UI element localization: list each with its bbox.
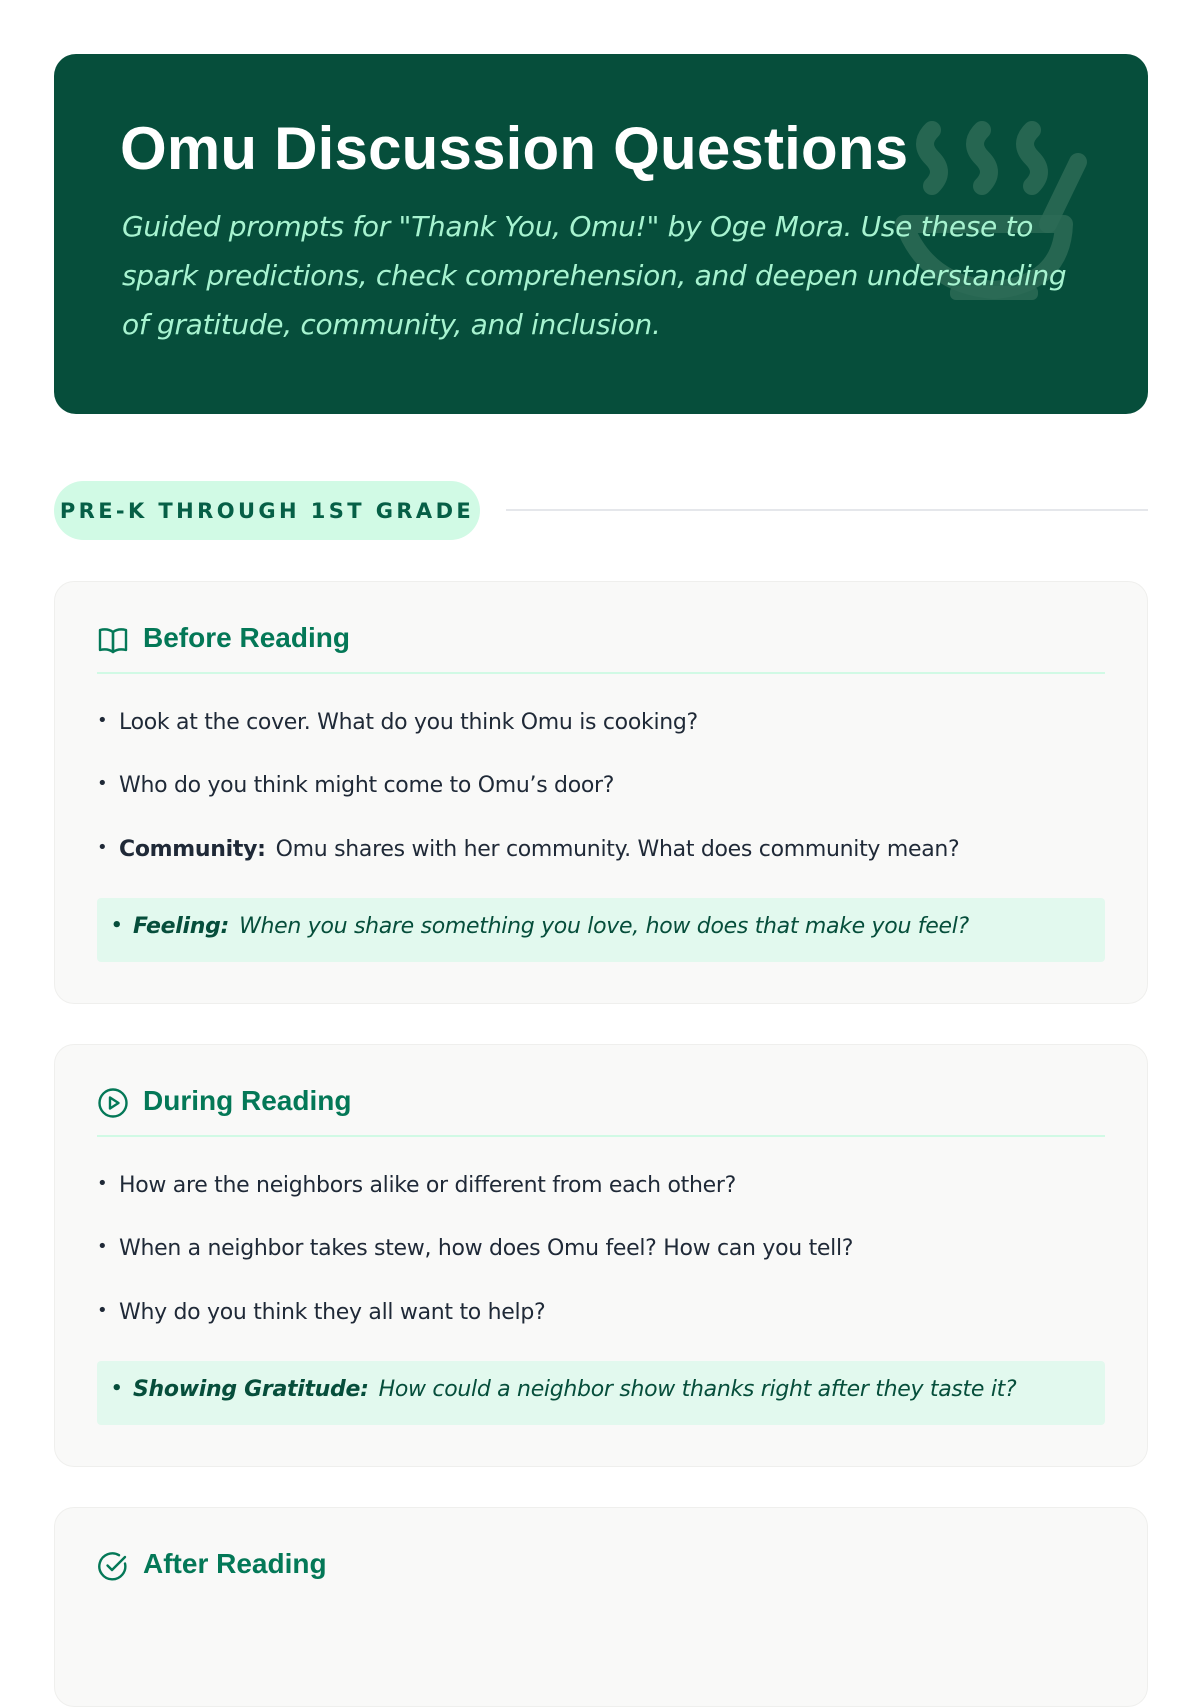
open-book-icon xyxy=(97,624,129,656)
bullet: • xyxy=(97,1236,108,1257)
section-before-reading xyxy=(54,581,1148,1004)
check-circle-icon xyxy=(97,1550,129,1582)
section-title: During Reading xyxy=(143,1085,352,1116)
highlight-label: Showing Gratitude: xyxy=(133,1377,369,1402)
highlight-question xyxy=(97,1361,1105,1425)
bullet: • xyxy=(97,710,108,731)
section-header xyxy=(97,622,1105,674)
bullet: • xyxy=(97,1173,108,1194)
bullet: • xyxy=(111,1378,123,1399)
list-item xyxy=(97,837,1105,869)
highlight-text: How could a neighbor show thanks right after they taste it? xyxy=(378,1377,1017,1402)
question-text: Look at the cover. What do you think Omu is cooking? xyxy=(119,710,698,735)
play-circle-icon xyxy=(97,1087,129,1119)
page-title: Omu Discussion Questions xyxy=(120,115,909,182)
question-text: Who do you think might come to Omu’s door? xyxy=(119,773,615,798)
bullet: • xyxy=(111,915,123,936)
list-item xyxy=(97,1236,1105,1268)
question-label: Community: xyxy=(119,837,266,862)
question-text: Omu shares with her community. What does community mean? xyxy=(275,837,960,862)
section-during-reading xyxy=(54,1044,1148,1467)
grade-level-row xyxy=(54,481,1148,541)
bullet: • xyxy=(97,773,108,794)
section-title: Before Reading xyxy=(143,622,350,653)
hero-banner xyxy=(54,54,1148,414)
list-item xyxy=(97,773,1105,805)
highlight-question xyxy=(97,898,1105,962)
highlight-text: When you share something you love, how does that make you feel? xyxy=(239,914,969,939)
question-text: When a neighbor takes stew, how does Omu feel? How can you tell? xyxy=(119,1236,854,1261)
section-after-reading xyxy=(54,1507,1148,1707)
divider xyxy=(506,509,1148,511)
question-text: How are the neighbors alike or different from each other? xyxy=(119,1173,736,1198)
section-title: After Reading xyxy=(143,1548,327,1579)
section-header xyxy=(97,1085,1105,1137)
section-header xyxy=(97,1548,1105,1600)
highlight-label: Feeling: xyxy=(133,914,230,939)
bullet: • xyxy=(97,1300,108,1321)
list-item xyxy=(97,710,1105,742)
bullet: • xyxy=(97,837,108,858)
page-subtitle: Guided prompts for "Thank You, Omu!" by Oge Mora. Use these to spark predictions, check comprehension, and deepen understanding of gratitude, community, and inclusion. xyxy=(122,210,1067,341)
list-item xyxy=(97,1300,1105,1332)
question-text: Why do you think they all want to help? xyxy=(119,1300,546,1325)
grade-level-badge: PRE-K THROUGH 1ST GRADE xyxy=(54,481,480,540)
list-item xyxy=(97,1173,1105,1205)
